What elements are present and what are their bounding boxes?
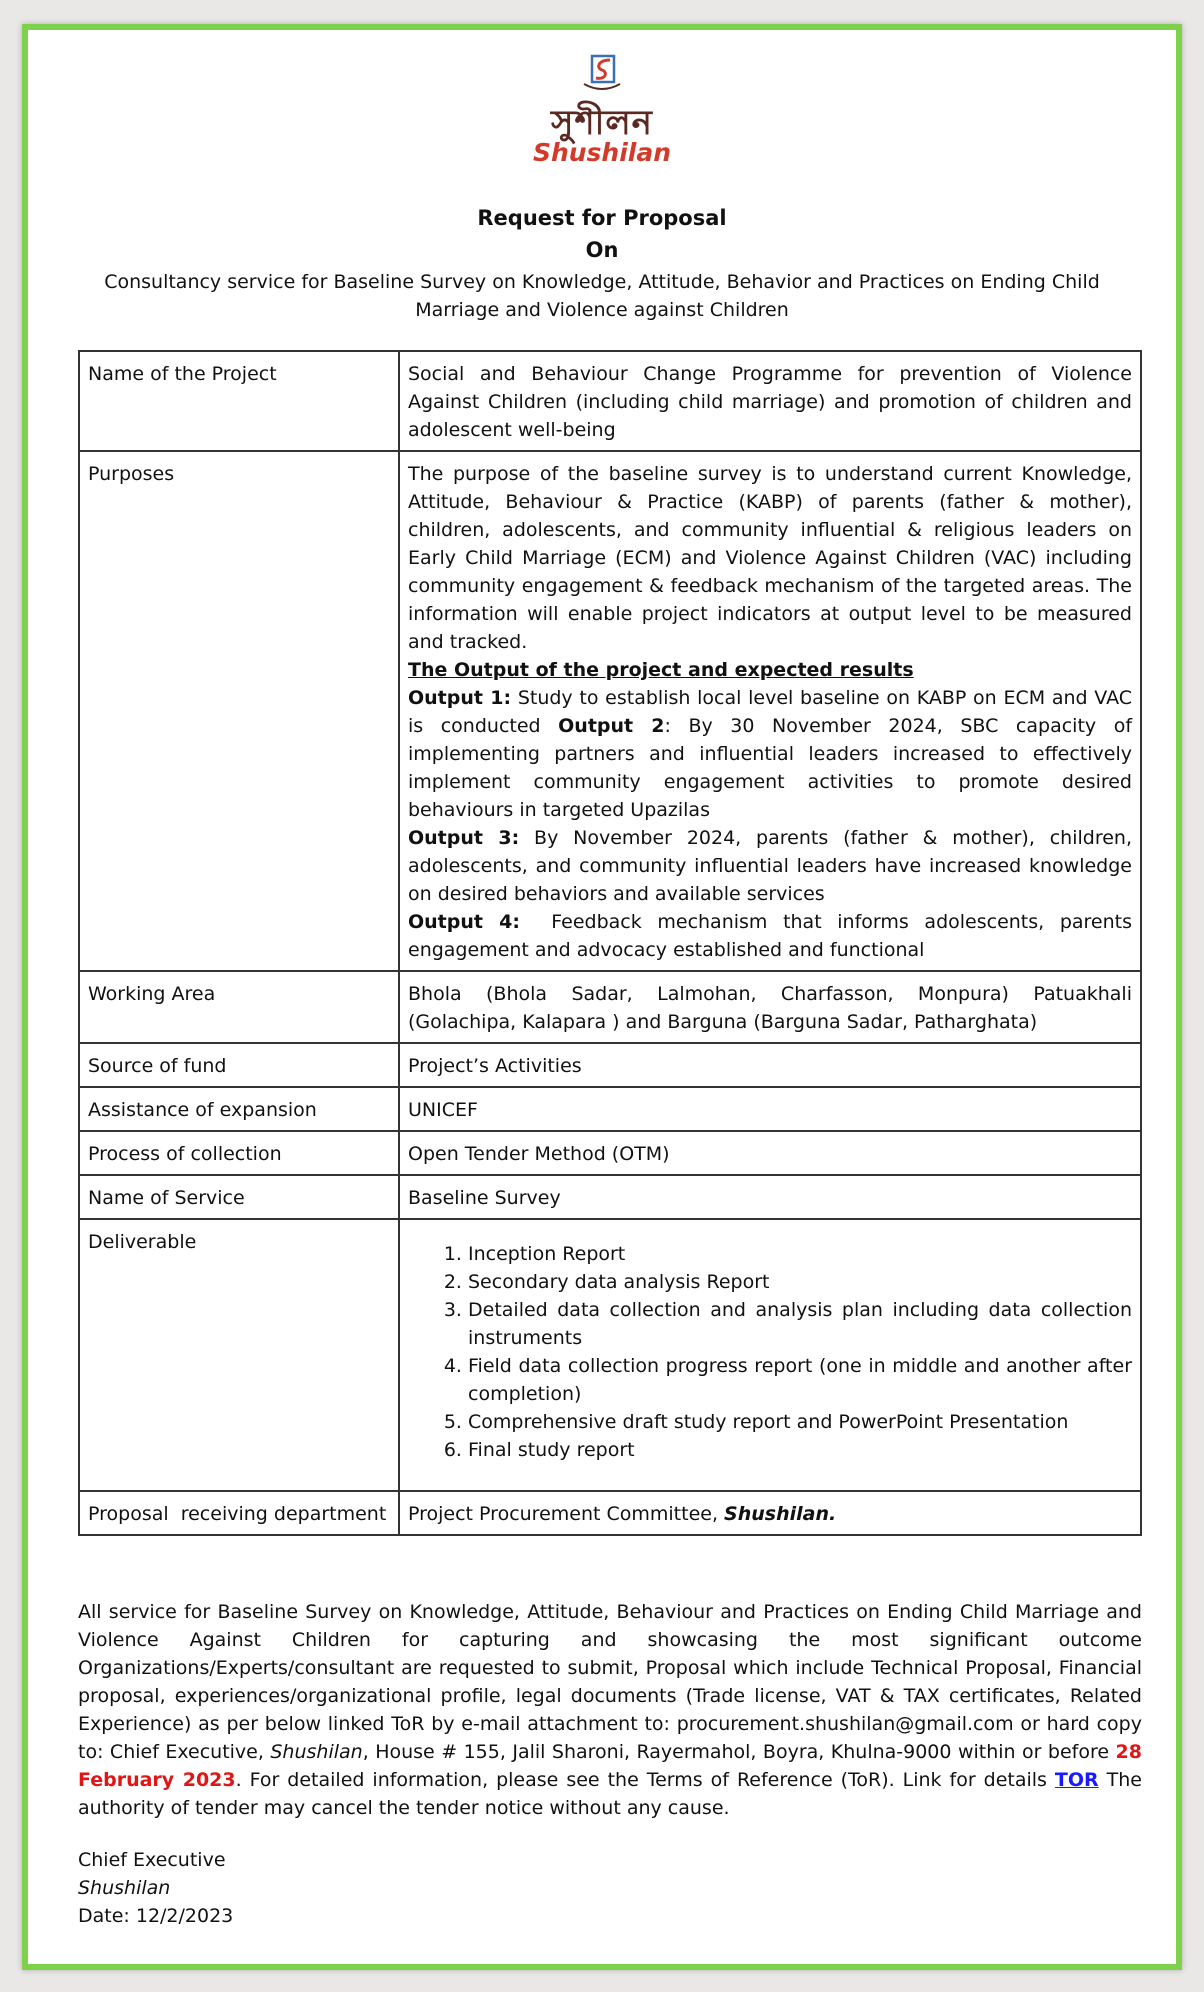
- logo-english-text: Shushilan: [532, 138, 672, 167]
- source-of-fund-value: Project’s Activities: [399, 1043, 1141, 1087]
- shushilan-emblem-icon: [570, 54, 634, 102]
- output-3-paragraph: [408, 824, 1132, 908]
- assistance-value: UNICEF: [399, 1087, 1141, 1131]
- list-item: 3. Detailed data collection and analysis plan including data collection instruments: [468, 1296, 1132, 1352]
- notice-part-2: , House # 155, Jalil Sharoni, Rayermahol, Boyra, Khulna-9000 within or before: [362, 1741, 1116, 1763]
- service-value: Baseline Survey: [399, 1175, 1141, 1219]
- service-label: Name of Service: [79, 1175, 399, 1219]
- notice-part-3: . For detailed information, please see the Terms of Reference (ToR). Link for details: [235, 1769, 1055, 1791]
- receiving-label: Proposal receiving department: [79, 1491, 399, 1535]
- purposes-intro: The purpose of the baseline survey is to understand current Knowledge, Attitude, Behaviour & Practice (KABP) of parents (father & mother), children, adolescents, and community influential & religious leaders on Early Child Marriage (ECM) and Violence Against Children (VAC) including community engagement & feedback mechanism of the targeted areas. The information will enable project indicators at output level to be measured and tracked.: [408, 463, 1132, 653]
- working-area-value: Bhola (Bhola Sadar, Lalmohan, Charfasson, Monpura) Patuakhali (Golachipa, Kalapara ) and Barguna (Barguna Sadar, Patharghata): [399, 971, 1141, 1043]
- list-item: 4. Field data collection progress report (one in middle and another after completion): [468, 1352, 1132, 1408]
- project-name-label: Name of the Project: [79, 351, 399, 451]
- table-row-assistance: [79, 1087, 1141, 1131]
- deliverable-value: [399, 1219, 1141, 1491]
- signature-date: Date: 12/2/2023: [78, 1905, 234, 1927]
- process-label: Process of collection: [79, 1131, 399, 1175]
- output-3-label: Output 3:: [408, 827, 520, 849]
- output-4-label: Output 4:: [408, 911, 520, 933]
- logo-bengali-text: সুশীলন: [551, 103, 653, 143]
- output-1-label: Output 1:: [408, 687, 512, 709]
- output-2-label: Output 2: [558, 715, 665, 737]
- deliverable-list: [408, 1240, 1132, 1464]
- document-heading: [88, 202, 1116, 324]
- output-4-paragraph: [408, 908, 1139, 964]
- output-heading: The Output of the project and expected results: [408, 659, 914, 681]
- output-1-2-paragraph: [408, 684, 1132, 824]
- signature-org: Shushilan: [78, 1877, 171, 1899]
- output-2-text: : By 30 November 2024, SBC capacity of implementing partners and influential leaders increased to effectively implement community engagement activities to promote desired behaviours in targeted Upazilas: [408, 715, 1133, 821]
- deadline-date: 28 February 2023: [78, 1741, 1142, 1791]
- purposes-label: Purposes: [79, 451, 399, 971]
- working-area-label: Working Area: [79, 971, 399, 1043]
- deliverable-label: Deliverable: [79, 1219, 399, 1491]
- table-row-service: [79, 1175, 1141, 1219]
- table-row-deliverable: [79, 1219, 1141, 1491]
- table-row-process: [79, 1131, 1141, 1175]
- project-name-value: Social and Behaviour Change Programme for prevention of Violence Against Children (including child marriage) and promotion of children and adolescent well-being: [399, 351, 1141, 451]
- notice-part-4: The authority of tender may cancel the tender notice without any cause.: [78, 1769, 1142, 1819]
- list-item: 1. Inception Report: [468, 1240, 1132, 1268]
- shushilan-logo: [28, 54, 1176, 166]
- document-subtitle: Consultancy service for Baseline Survey on Knowledge, Attitude, Behavior and Practices on Ending Child Marriage and Violence against Children: [104, 271, 1100, 321]
- list-item: 6. Final study report: [468, 1436, 1132, 1464]
- output-1-text: Study to establish local level baseline on KABP on ECM and VAC is conducted: [408, 687, 1133, 737]
- receiving-org: Shushilan.: [724, 1503, 837, 1525]
- output-4-text: Feedback mechanism that informs adolescents, parents engagement and advocacy established and functional: [408, 911, 1139, 961]
- receiving-committee: Project Procurement Committee,: [408, 1503, 725, 1525]
- document-title-on: On: [585, 238, 619, 262]
- assistance-label: Assistance of expansion: [79, 1087, 399, 1131]
- process-value: Open Tender Method (OTM): [399, 1131, 1141, 1175]
- receiving-value: [399, 1491, 1141, 1535]
- purposes-value: [399, 451, 1141, 971]
- submission-notice: [78, 1598, 1142, 1822]
- rfp-details-table: [78, 350, 1142, 1536]
- tor-link[interactable]: TOR: [1054, 1769, 1099, 1791]
- table-row-purposes: [79, 451, 1141, 971]
- output-3-text: By November 2024, parents (father & mother), children, adolescents, and community influential leaders have increased knowledge on desired behaviors and available services: [408, 827, 1132, 905]
- signature-role: Chief Executive: [78, 1849, 226, 1871]
- table-row-source-of-fund: [79, 1043, 1141, 1087]
- source-of-fund-label: Source of fund: [79, 1043, 399, 1087]
- list-item: 5. Comprehensive draft study report and PowerPoint Presentation: [468, 1408, 1132, 1436]
- notice-org: Shushilan: [270, 1741, 363, 1763]
- table-row-receiving: [79, 1491, 1141, 1535]
- document-title: Request for Proposal: [477, 206, 727, 230]
- signature-block: [78, 1846, 233, 1930]
- table-row-working-area: [79, 971, 1141, 1043]
- notice-part-1: All service for Baseline Survey on Knowledge, Attitude, Behaviour and Practices on Ending Child Marriage and Violence Against Children for capturing and showcasing the most significant outcome Organizations/Experts/consultant are requested to submit, Proposal which include Technical Proposal, Financial proposal, experiences/organizational profile, legal documents (Trade license, VAT & TAX certificates, Related Experience) as per below linked ToR by e-mail attachment to: procurement.shushilan@gmail.com or hard copy to: Chief Executive,: [78, 1601, 1142, 1763]
- document-frame: [22, 24, 1182, 1970]
- table-row-project-name: [79, 351, 1141, 451]
- list-item: 2. Secondary data analysis Report: [468, 1268, 1132, 1296]
